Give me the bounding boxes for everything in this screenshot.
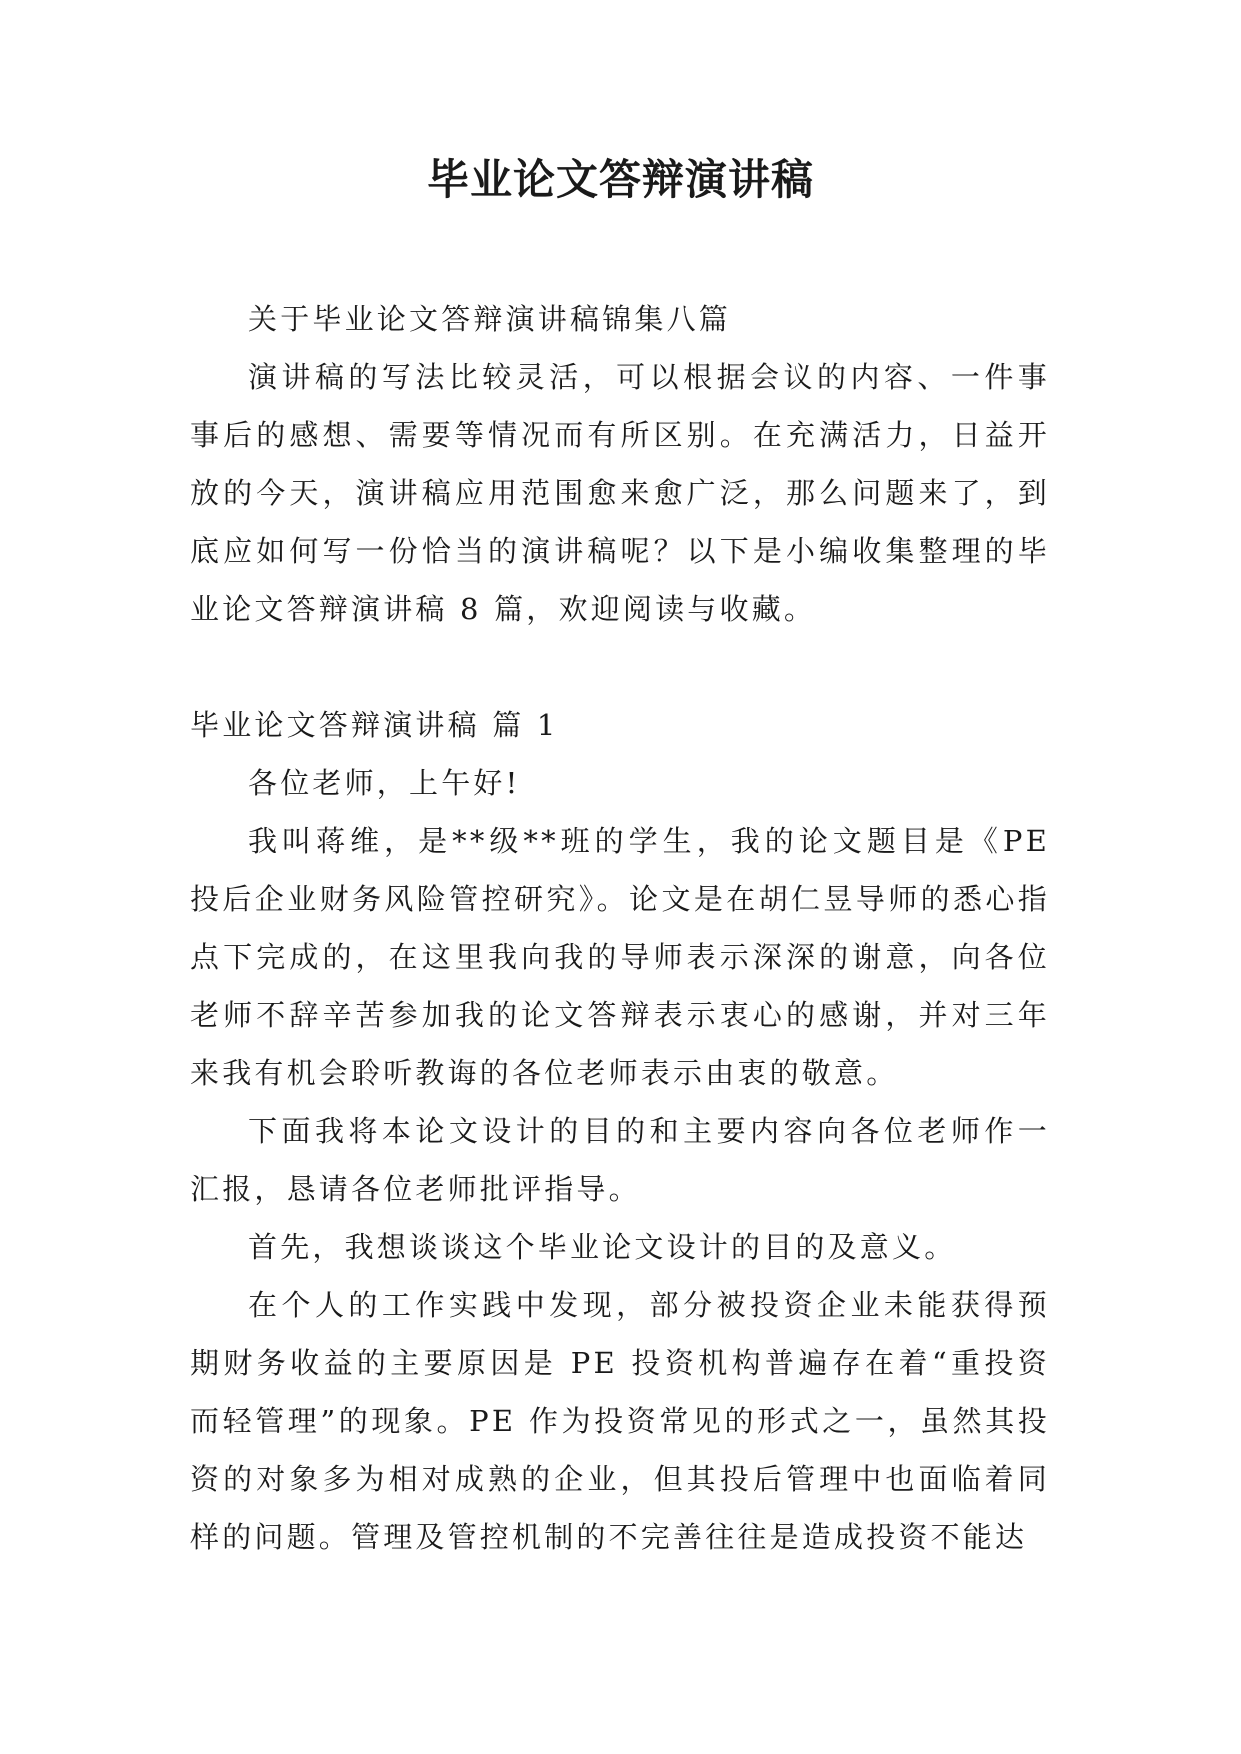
section-heading: 毕业论文答辩演讲稿 篇 1 bbox=[190, 708, 559, 742]
intro-subtitle: 关于毕业论文答辩演讲稿锦集八篇 bbox=[248, 302, 732, 336]
section-paragraph-purpose: 首先，我想谈谈这个毕业论文设计的目的及意义。 bbox=[248, 1230, 957, 1264]
section-paragraph-report: 下面我将本论文设计的目的和主要内容向各位老师作一汇报，恳请各位老师批评指导。 bbox=[190, 1114, 1050, 1206]
section-paragraph-greeting: 各位老师，上午好! bbox=[248, 766, 521, 800]
intro-paragraph: 演讲稿的写法比较灵活，可以根据会议的内容、一件事事后的感想、需要等情况而有所区别。在充满活力，日益开放的今天，演讲稿应用范围愈来愈广泛，那么问题来了，到底应如何写一份恰当的演讲稿呢？以下是小编收集整理的毕业论文答辩演讲稿 8 篇，欢迎阅读与收藏。 bbox=[190, 360, 1050, 626]
document-title: 毕业论文答辩演讲稿 bbox=[426, 155, 814, 204]
section-paragraph-practice: 在个人的工作实践中发现，部分被投资企业未能获得预期财务收益的主要原因是 PE 投资机构普遍存在着“重投资而轻管理”的现象。PE 作为投资常见的形式之一，虽然其投资的对象多为相对成熟的企业，但其投后管理中也面临着同样的问题。管理及管控机制的不完善往往是造成投资不能达 bbox=[190, 1288, 1050, 1554]
document-body bbox=[190, 290, 1050, 1566]
section-paragraph-introduction: 我叫蒋维，是**级**班的学生，我的论文题目是《PE 投后企业财务风险管控研究》。论文是在胡仁昱导师的悉心指点下完成的，在这里我向我的导师表示深深的谢意，向各位老师不辞辛苦参加我的论文答辩表示衷心的感谢，并对三年来我有机会聆听教诲的各位老师表示由衷的敬意。 bbox=[190, 824, 1050, 1090]
